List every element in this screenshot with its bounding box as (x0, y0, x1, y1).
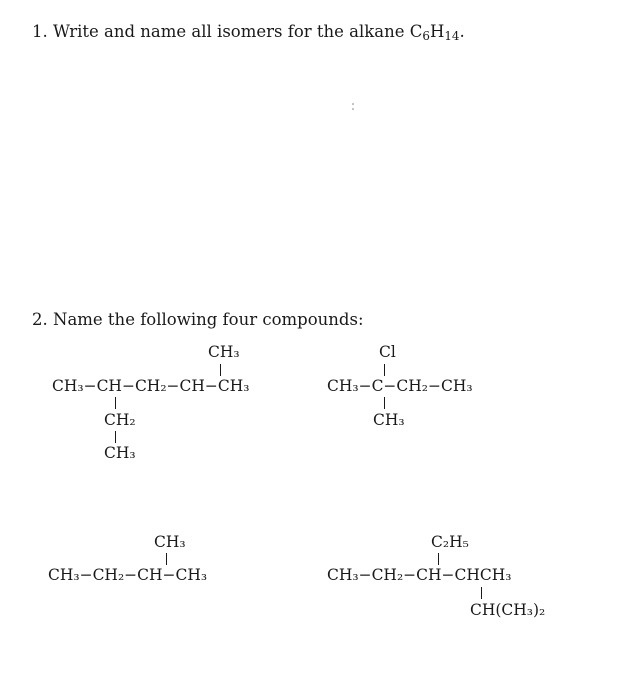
formula-subscript-14: 14 (444, 28, 460, 43)
formula-subscript-6: 6 (422, 28, 430, 43)
compound-1-top-substituent: CH₃ (208, 343, 240, 361)
scan-speck (352, 108, 354, 110)
question-2 (32, 310, 364, 330)
formula-h: H (429, 22, 445, 41)
compound-3-top-substituent: CH₃ (154, 533, 186, 551)
compound-1-bottom-substituent-2: CH₃ (104, 444, 136, 462)
question-1-number: 1. (32, 22, 48, 41)
question-1-period: . (459, 22, 465, 41)
question-1 (32, 22, 465, 42)
compound-1-bottom-substituent-1: CH₂ (104, 411, 136, 429)
compound-2-bottom-substituent: CH₃ (373, 411, 405, 429)
compound-1-main-chain: CH₃−CH−CH₂−CH−CH₃ (52, 377, 250, 395)
compound-3-main-chain: CH₃−CH₂−CH−CH₃ (48, 566, 208, 584)
compound-2-top-bond (384, 364, 385, 376)
question-2-number: 2. (32, 310, 48, 329)
compound-4-top-bond (438, 553, 439, 565)
compound-2-top-substituent: Cl (379, 343, 396, 361)
compound-3-top-bond (166, 553, 167, 565)
question-1-text: Write and name all isomers for the alkane C (53, 22, 423, 41)
compound-1-top-bond (220, 364, 221, 376)
compound-1-bottom-bond-2 (115, 431, 116, 443)
compound-4-main-chain: CH₃−CH₂−CH−CHCH₃ (327, 566, 512, 584)
compound-2-bottom-bond (384, 397, 385, 409)
compound-1-bottom-bond-1 (115, 397, 116, 409)
scan-speck (352, 103, 354, 105)
question-2-text: Name the following four compounds: (53, 310, 364, 329)
compound-2-main-chain: CH₃−C−CH₂−CH₃ (327, 377, 473, 395)
compound-4-bottom-substituent: CH(CH₃)₂ (470, 601, 546, 619)
compound-4-bottom-bond (481, 587, 482, 599)
compound-4-top-substituent: C₂H₅ (431, 533, 469, 551)
